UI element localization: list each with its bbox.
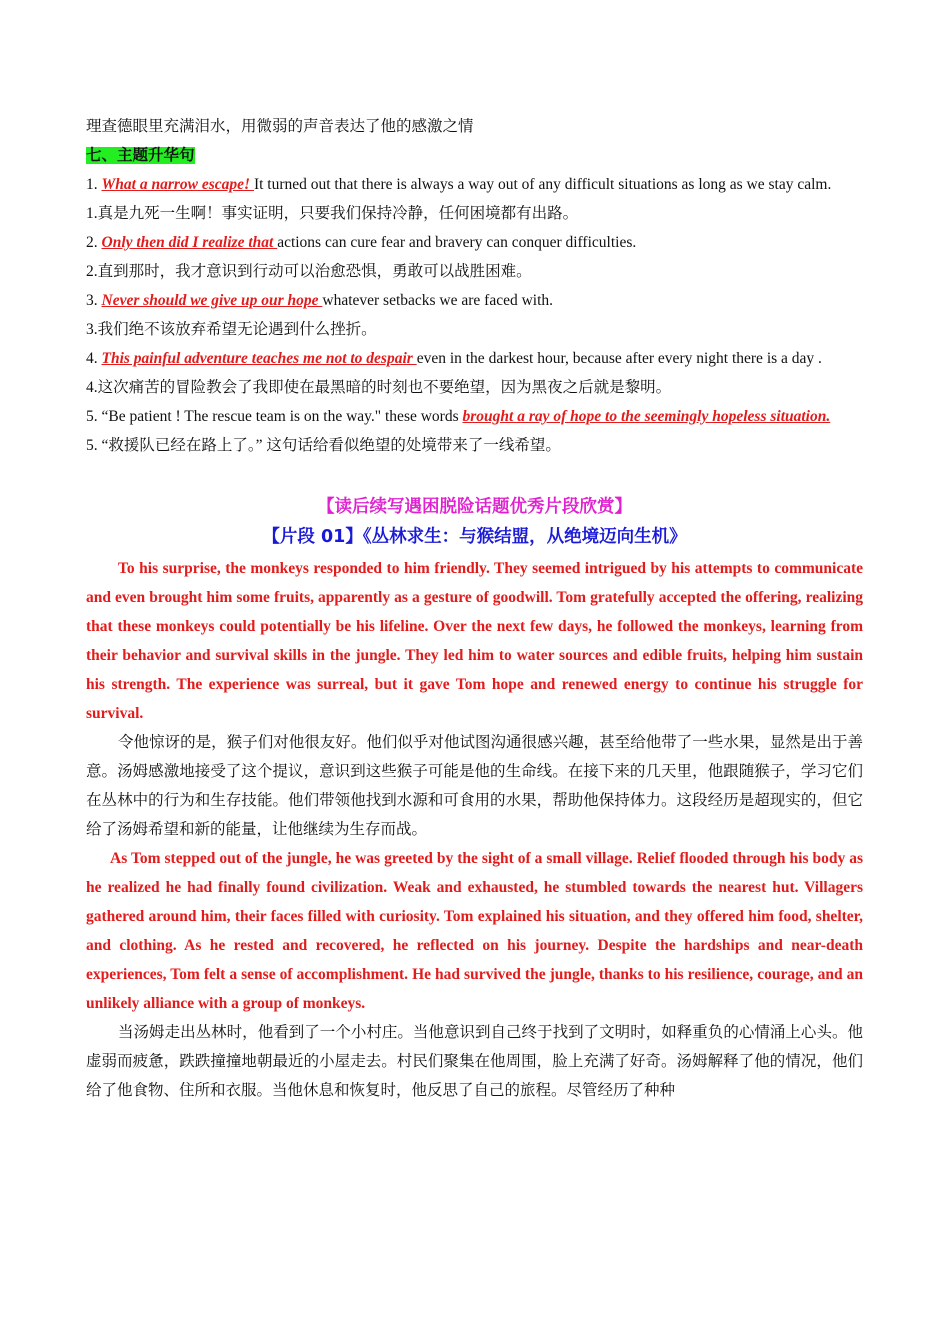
item-1-en: 1. What a narrow escape! It turned out that there is always a way out of any difficult situations as long as we stay calm. [86,176,832,193]
key-phrase: This painful adventure teaches me not to despair [101,350,417,367]
paragraph-1-chinese: 令他惊讶的是，猴子们对他很友好。他们似乎对他试图沟通很感兴趣，甚至给他带了一些水果，显然是出于善意。汤姆感激地接受了这个提议，意识到这些猴子可能是他的生命线。在接下来的几天里，他跟随猴子，学习它们在丛林中的行为和生存技能。他们带领他找到水源和可食用的水果，帮助他保持体力。这段经历是超现实的，但它给了汤姆希望和新的能量，让他继续为生存而战。 [86,734,863,838]
item-3-zh: 3.我们绝不该放弃希望无论遇到什么挫折。 [86,321,377,338]
section-heading [86,141,863,170]
key-phrase: Only then did I realize that [101,234,278,251]
item-1-zh: 1.真是九死一生啊！事实证明，只要我们保持冷静，任何困境都有出路。 [86,205,579,222]
key-phrase: Never should we give up our hope [101,292,323,309]
item-5-zh: 5. “救援队已经在路上了。” 这句话给看似绝望的处境带来了一线希望。 [86,437,561,454]
paragraph-1-english: To his surprise, the monkeys responded to him friendly. They seemed intrigued by his attempts to communicate and even brought him some fruits, apparently as a gesture of goodwill. Tom gratefully accepted the offering, realizing that these monkeys could potentially be his lifeline. Over the next few days, he followed the monkeys, learning from their behavior and survival skills in the jungle. They led him to water sources and edible fruits, helping him sustain his strength. The experience was surreal, but it gave Tom hope and renewed energy to continue his struggle for survival. [86,560,863,722]
item-4-en: 4. This painful adventure teaches me not to despair even in the darkest hour, because after every night there is a day . [86,350,822,367]
section7-heading: 七、主题升华句 [86,147,195,164]
item-2-en: 2. Only then did I realize that actions can cure fear and bravery can conquer difficulties. [86,234,637,251]
paragraph-2-english: As Tom stepped out of the jungle, he was greeted by the sight of a small village. Relief flooded through his body as he realized he had finally found civilization. Weak and exhausted, he stumbled towards the nearest hut. Villagers gathered around him, their faces filled with curiosity. Tom explained his situation, and they offered him food, shelter, and clothing. As he rested and recovered, he reflected on his journey. Despite the hardships and near-death experiences, Tom felt a sense of accomplishment. He had survived the jungle, thanks to his resilience, courage, and an unlikely alliance with a group of monkeys. [86,850,863,1012]
item-4-zh: 4.这次痛苦的冒险教会了我即使在最黑暗的时刻也不要绝望，因为黑夜之后就是黎明。 [86,379,672,396]
item-2-zh: 2.直到那时，我才意识到行动可以治愈恐惧，勇敢可以战胜困难。 [86,263,532,280]
key-phrase: brought a ray of hope to the seemingly hopeless situation. [462,408,831,425]
document-page [86,112,863,1105]
intro-line: 理查德眼里充满泪水，用微弱的声音表达了他的感激之情 [86,118,474,135]
key-phrase: What a narrow escape! [101,176,254,193]
fragment-title: 【片段 01】《丛林求生：与猴结盟，从绝境迈向生机》 [262,527,687,547]
section-title: 【读后续写遇困脱险话题优秀片段欣赏】 [317,497,632,517]
paragraph-2-chinese: 当汤姆走出丛林时，他看到了一个小村庄。当他意识到自己终于找到了文明时，如释重负的心情涌上心头。他虚弱而疲惫，跌跌撞撞地朝最近的小屋走去。村民们聚集在他周围，脸上充满了好奇。汤姆解释了他的情况，他们给了他食物、住所和衣服。当他休息和恢复时，他反思了自己的旅程。尽管经历了种种 [86,1024,863,1099]
item-3-en: 3. Never should we give up our hope whatever setbacks we are faced with. [86,292,554,309]
item-5-en: 5. “Be patient ! The rescue team is on the way." these words brought a ray of hope to the seemingly hopeless situation. [86,408,831,425]
